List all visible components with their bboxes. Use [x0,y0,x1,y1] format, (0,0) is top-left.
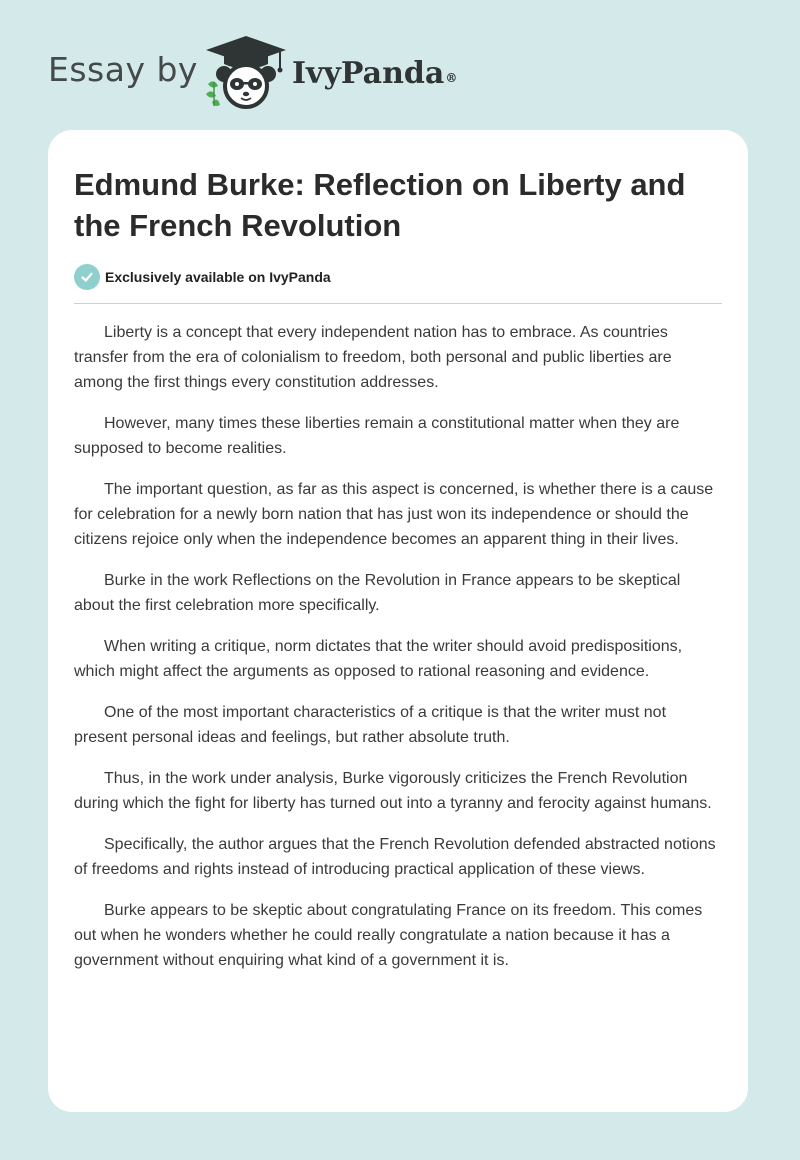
paragraph: Burke appears to be skeptic about congratulating France on its freedom. This comes out when he wonders whether he could really congratulate a nation because it has a government without enquiring what kind of a government it is. [74,902,703,969]
essay-by-label: Essay by [48,50,198,89]
brand-name-text: IvyPanda [292,56,445,91]
registered-mark: ® [445,71,458,85]
page-title: Edmund Burke: Reflection on Liberty and the French Revolution [74,167,686,243]
divider [74,303,722,304]
site-header [0,0,800,130]
brand-name[interactable] [292,54,457,94]
panda-graduate-icon[interactable] [200,34,292,110]
badge-text: Exclusively available on IvyPanda [105,269,331,285]
paragraph: Burke in the work Reflections on the Revolution in France appears to be skeptical about the first celebration more specifically. [74,572,681,614]
paragraph: Specifically, the author argues that the French Revolution defended abstracted notions of freedoms and rights instead of introducing practical application of these views. [74,836,716,878]
paragraph: One of the most important characteristics of a critique is that the writer must not present personal ideas and feelings, but rather absolute truth. [74,704,667,746]
check-circle-icon [74,264,100,290]
exclusive-badge [74,264,331,290]
paragraph: Thus, in the work under analysis, Burke vigorously criticizes the French Revolution during which the fight for liberty has turned out into a tyranny and ferocity against humans. [74,770,712,812]
essay-card [48,130,748,1112]
essay-body [74,320,722,989]
paragraph: Liberty is a concept that every independent nation has to embrace. As countries transfer from the era of colonialism to freedom, both personal and public liberties are among the first things every constitution addresses. [74,324,672,391]
paragraph: The important question, as far as this aspect is concerned, is whether there is a cause for celebration for a newly born nation that has just won its independence or should the citizens rejoice only when the independence becomes an apparent thing in their lives. [74,481,714,548]
paragraph: However, many times these liberties remain a constitutional matter when they are supposed to become realities. [74,415,680,457]
paragraph: When writing a critique, norm dictates that the writer should avoid predispositions, which might affect the arguments as opposed to rational reasoning and evidence. [74,638,683,680]
